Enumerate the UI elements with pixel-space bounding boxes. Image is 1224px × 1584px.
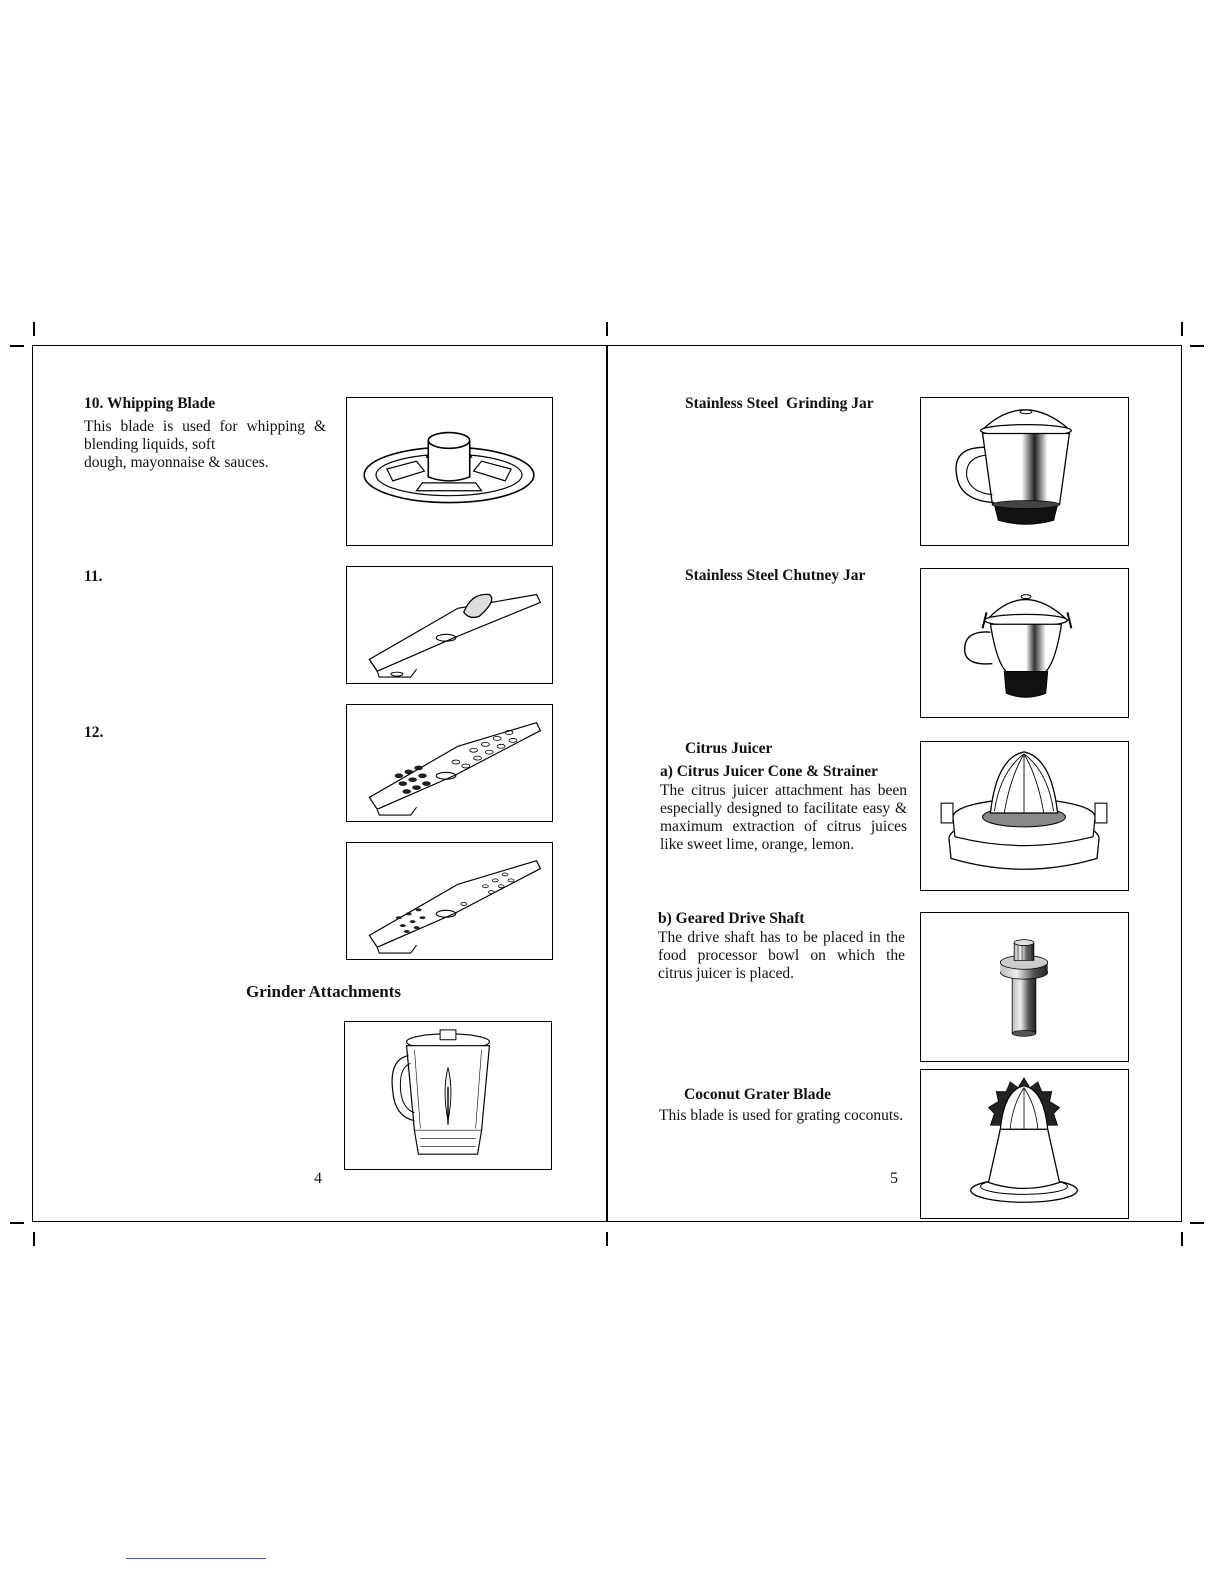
citrus-juicer-title: Citrus Juicer xyxy=(685,740,773,757)
chutney-jar-icon xyxy=(921,569,1128,717)
grating-disc-illustration xyxy=(346,704,553,822)
whipping-blade-icon xyxy=(347,398,552,545)
coconut-grater-icon xyxy=(921,1070,1128,1218)
crop-mark xyxy=(1181,1232,1183,1246)
crop-mark xyxy=(33,322,35,336)
coconut-grater-title: Coconut Grater Blade xyxy=(684,1086,831,1103)
coconut-grater-illustration xyxy=(920,1069,1129,1219)
crop-mark xyxy=(1190,1222,1204,1224)
page-number-left: 4 xyxy=(314,1170,322,1187)
page-number-right: 5 xyxy=(890,1170,898,1187)
whipping-blade-description xyxy=(84,418,326,472)
grinding-jar-title: Stainless Steel Grinding Jar xyxy=(685,395,874,412)
crop-mark xyxy=(33,1232,35,1246)
citrus-juicer-illustration xyxy=(920,741,1129,891)
citrus-juicer-icon xyxy=(921,742,1128,890)
crop-mark xyxy=(10,1222,24,1224)
whipping-blade-illustration xyxy=(346,397,553,546)
crop-mark xyxy=(606,1232,608,1246)
grinding-jar-illustration xyxy=(920,397,1129,546)
crop-mark xyxy=(1181,322,1183,336)
fine-grating-disc-icon xyxy=(347,843,552,959)
crop-mark xyxy=(10,345,24,347)
item-11-label: 11. xyxy=(84,568,103,585)
drive-shaft-illustration xyxy=(920,912,1129,1062)
whipping-blade-line1: This blade is used for whipping & xyxy=(84,418,326,435)
grinder-attachments-heading: Grinder Attachments xyxy=(246,982,402,1001)
slicing-disc-illustration xyxy=(346,566,553,684)
item-12-label: 12. xyxy=(84,724,104,741)
fine-grating-disc-illustration xyxy=(346,842,553,960)
page-divider xyxy=(606,345,608,1222)
whipping-blade-line2: blending liquids, soft xyxy=(84,436,216,453)
citrus-cone-description: The citrus juicer attachment has been especially designed to facilitate easy & maximum extraction of citrus juices like sweet lime, orange, lemon. xyxy=(660,782,907,853)
chutney-jar-title: Stainless Steel Chutney Jar xyxy=(685,567,866,584)
chutney-jar-illustration xyxy=(920,568,1129,718)
slicing-disc-icon xyxy=(347,567,552,683)
whipping-blade-line3: dough, mayonnaise & sauces. xyxy=(84,454,269,471)
coconut-grater-description: This blade is used for grating coconuts. xyxy=(659,1107,904,1124)
crop-mark xyxy=(1190,345,1204,347)
blender-jar-illustration xyxy=(344,1021,552,1170)
drive-shaft-subheading: b) Geared Drive Shaft xyxy=(658,910,805,927)
citrus-cone-subheading: a) Citrus Juicer Cone & Strainer xyxy=(660,763,878,780)
drive-shaft-icon xyxy=(921,913,1128,1061)
footer-link-underline xyxy=(126,1558,266,1559)
grinding-jar-icon xyxy=(921,398,1128,545)
blender-jar-icon xyxy=(345,1022,551,1169)
whipping-blade-title: 10. Whipping Blade xyxy=(84,395,216,412)
drive-shaft-description: The drive shaft has to be placed in the food processor bowl on which the citrus juicer is placed. xyxy=(658,929,905,982)
grating-disc-icon xyxy=(347,705,552,821)
crop-mark xyxy=(606,322,608,336)
